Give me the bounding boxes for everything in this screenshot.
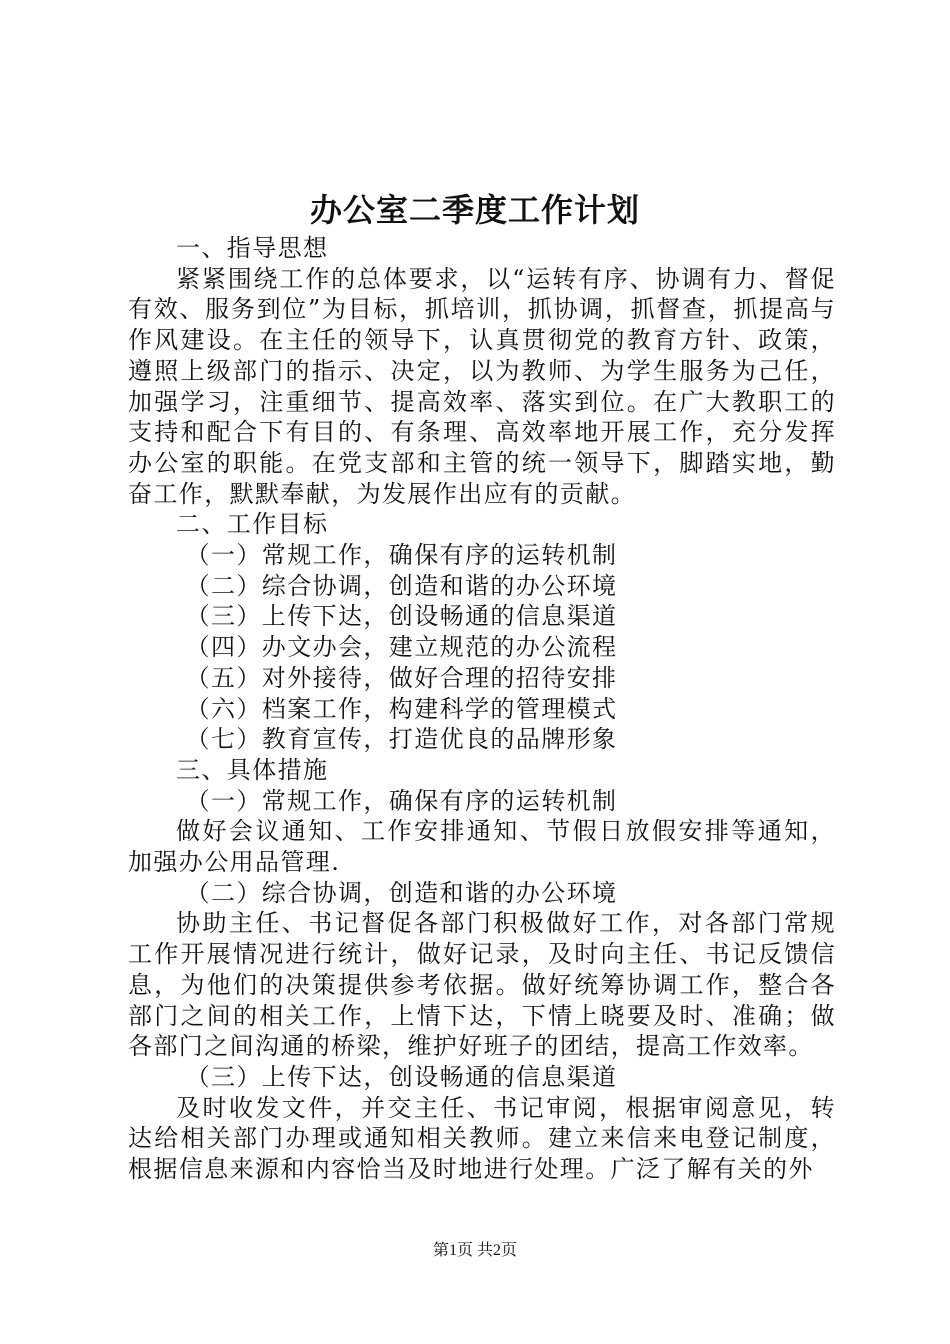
goal-item: （四）办文办会，建立规范的办公流程 — [185, 633, 618, 662]
section-heading: 二、工作目标 — [176, 510, 329, 539]
section-heading: 一、指导思想 — [176, 234, 329, 262]
body-paragraph: 及时收发文件，并交主任、书记审阅，根据审阅意见，转达给相关部门办理或通知相关教师。建立来信来电登记制度，根据信息来源和内容恰当及时地进行处理。广泛了解有关的外 — [128, 1093, 836, 1184]
goal-item: （三）上传下达，创设畅通的信息渠道 — [185, 602, 618, 631]
page-footer: 第1页 共2页 — [432, 1242, 517, 1259]
measure-subheading: （二）综合协调，创造和谐的办公环境 — [185, 878, 618, 907]
section-heading: 三、具体措施 — [176, 755, 329, 784]
measure-subheading: （一）常规工作，确保有序的运转机制 — [185, 786, 618, 815]
goal-item: （五）对外接待，做好合理的招待安排 — [185, 663, 618, 692]
body-paragraph: 做好会议通知、工作安排通知、节假日放假安排等通知，加强办公用品管理. — [128, 817, 836, 877]
goal-item: （二）综合协调，创造和谐的办公环境 — [185, 571, 618, 600]
document-title: 办公室二季度工作计划 — [309, 191, 640, 229]
goal-item: （六）档案工作，构建科学的管理模式 — [185, 694, 618, 723]
body-paragraph: 紧紧围绕工作的总体要求，以“运转有序、协调有力、督促有效、服务到位”为目标，抓培训，抓协调，抓督查，抓提高与作风建设。在主任的领导下，认真贯彻党的教育方针、政策，遵照上级部门的指示、决定，以为教师、为学生服务为己任，加强学习，注重细节、提高效率、落实到位。在广大教职工的支持和配合下有目的、有条理、高效率地开展工作，充分发挥办公室的职能。在党支部和主管的统一领导下，脚踏实地，勤奋工作，默默奉献，为发展作出应有的贡献。 — [128, 264, 836, 508]
body-paragraph: 协助主任、书记督促各部门积极做好工作，对各部门常规工作开展情况进行统计，做好记录，及时向主任、书记反馈信息，为他们的决策提供参考依据。做好统筹协调工作，整合各部门之间的相关工作，上情下达，下情上晓要及时、准确；做各部门之间沟通的桥梁，维护好班子的团结，提高工作效率。 — [128, 909, 836, 1061]
document-body — [128, 233, 836, 1185]
goal-item: （一）常规工作，确保有序的运转机制 — [185, 541, 618, 570]
measure-subheading: （三）上传下达，创设畅通的信息渠道 — [185, 1062, 618, 1091]
goal-item: （七）教育宣传，打造优良的品牌形象 — [185, 725, 618, 754]
